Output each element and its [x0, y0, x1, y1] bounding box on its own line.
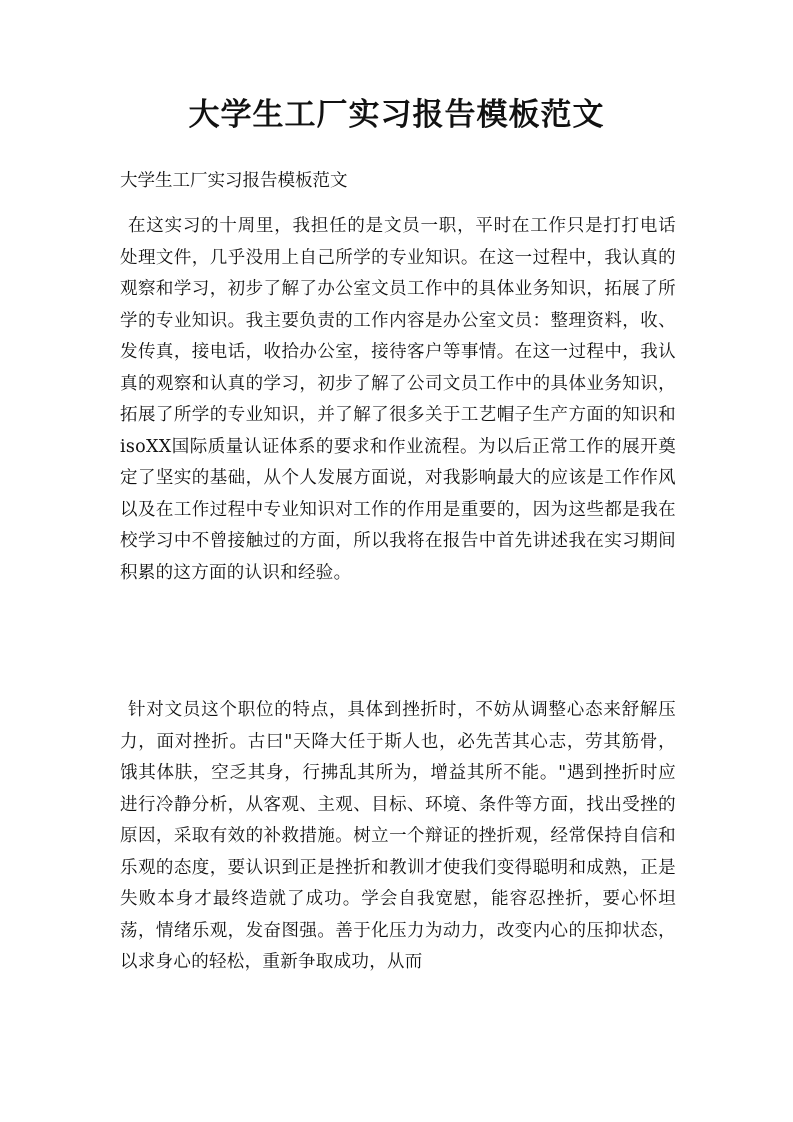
- body-paragraph-2: 针对文员这个职位的特点，具体到挫折时，不妨从调整心态来舒解压力，面对挫折。古曰"天降大任于斯人也，必先苦其心志，劳其筋骨，饿其体肤，空乏其身，行拂乱其所为，增益其所不能。"遇到挫折时应进行冷静分析，从客观、主观、目标、环境、条件等方面，找出受挫的原因，采取有效的补救措施。树立一个辩证的挫折观，经常保持自信和乐观的态度，要认识到正是挫折和教训才使我们变得聪明和成熟，正是失败本身才最终造就了成功。学会自我宽慰，能容忍挫折，要心怀坦荡，情绪乐观，发奋图强。善于化压力为动力，改变内心的压抑状态，以求身心的轻松，重新争取成功，从而: [120, 700, 676, 972]
- document-title: 大学生工厂实习报告模板范文: [188, 97, 605, 133]
- document-subtitle: 大学生工厂实习报告模板范文: [120, 171, 348, 191]
- body-paragraph-1: 在这实习的十周里，我担任的是文员一职，平时在工作只是打打电话处理文件，几乎没用上自己所学的专业知识。在这一过程中，我认真的观察和学习，初步了解了办公室文员工作中的具体业务知识，拓展了所学的专业知识。我主要负责的工作内容是办公室文员：整理资料，收、发传真，接电话，收拾办公室，接待客户等事情。在这一过程中，我认真的观察和认真的学习，初步了解了公司文员工作中的具体业务知识，拓展了所学的专业知识，并了解了很多关于工艺帽子生产方面的知识和isoXX国际质量认证体系的要求和作业流程。为以后正常工作的展开奠定了坚实的基础，从个人发展方面说，对我影响最大的应该是工作作风以及在工作过程中专业知识对工作的作用是重要的，因为这些都是我在校学习中不曾接触过的方面，所以我将在报告中首先讲述我在实习期间积累的这方面的认识和经验。: [120, 216, 676, 583]
